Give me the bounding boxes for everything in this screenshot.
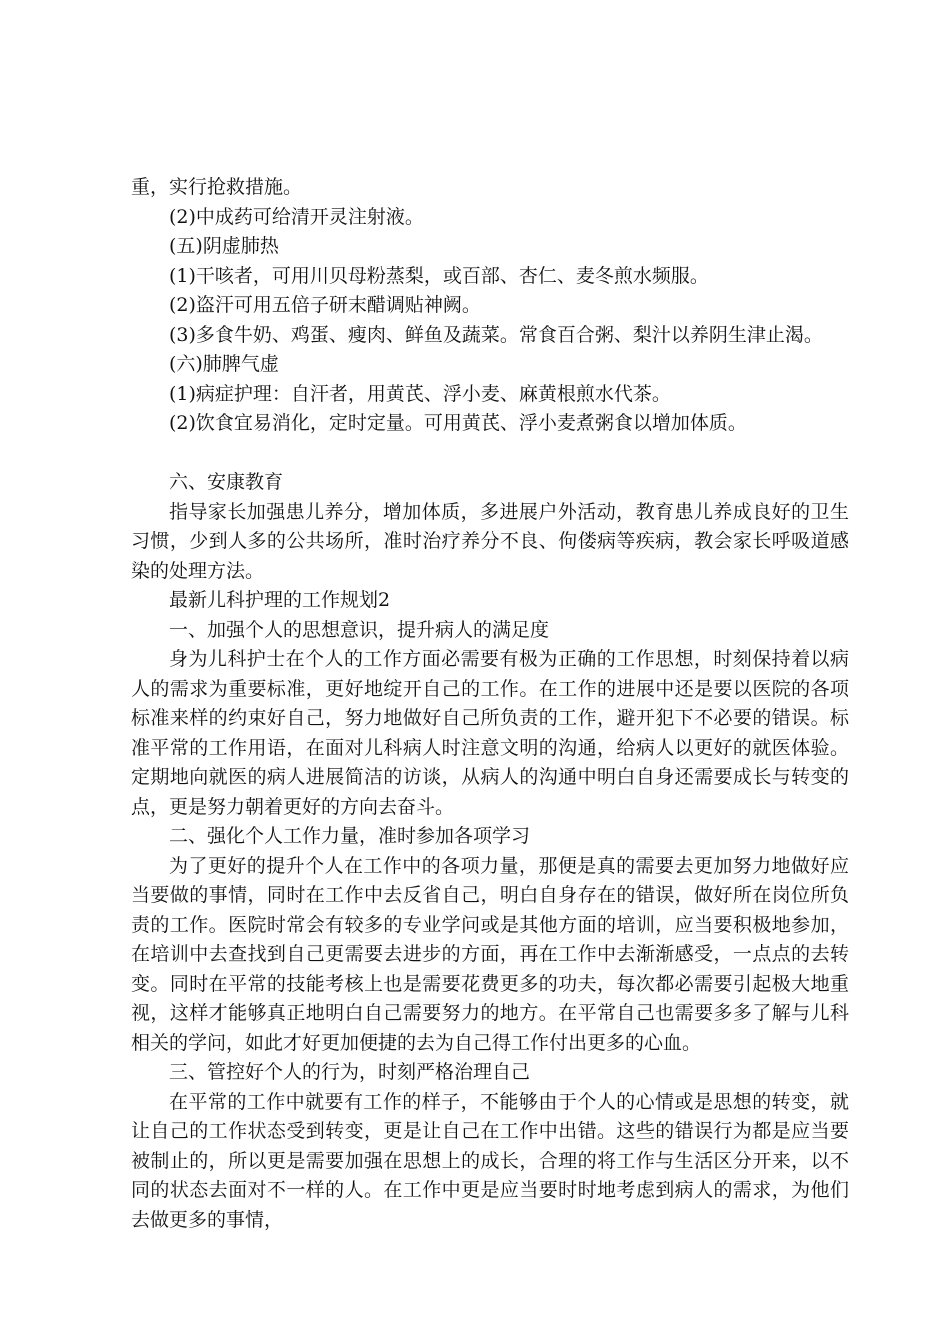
paragraph: (3)多食牛奶、鸡蛋、瘦肉、鲜鱼及蔬菜。常食百合粥、梨汁以养阴生津止渴。 [169,323,823,346]
paragraph: 指导家长加强患儿养分，增加体质，多进展户外活动，教育患儿养成良好的卫生习惯，少到人多的公共场所，准时治疗养分不良、佝偻病等疾病，教会家长呼吸道感染的处理方法。 [131,500,849,582]
section-heading: 二、强化个人工作力量，准时参加各项学习 [169,825,531,847]
paragraph: 重，实行抢救措施。 [131,176,303,198]
paragraph: (2)饮食宜易消化，定时定量。可用黄芪、浮小麦煮粥食以增加体质。 [169,412,747,434]
section-heading: 一、加强个人的思想意识，提升病人的满足度 [169,618,550,641]
section-heading: (五)阴虚肺热 [169,235,279,257]
section-heading: 三、管控好个人的行为，时刻严格治理自己 [169,1061,531,1083]
paragraph: 在平常的工作中就要有工作的样子，不能够由于个人的心情或是思想的转变，就让自己的工作状态受到转变，更是让自己在工作中出错。这些的错误行为都是应当要被制止的，所以更是需要加强在思想上的成长，合理的将工作与生活区分开来，以不同的状态去面对不一样的人。在工作中更是应当要时时地考虑到病人的需求，为他们去做更多的事情， [131,1090,849,1231]
section-heading: (六)肺脾气虚 [169,353,279,375]
paragraph: 为了更好的提升个人在工作中的各项力量，那便是真的需要去更加努力地做好应当要做的事情，同时在工作中去反省自己，明白自身存在的错误，做好所在岗位所负责的工作。医院时常会有较多的专业学问或是其他方面的培训，应当要积极地参加，在培训中去查找到自己更需要去进步的方面，再在工作中去渐渐感受，一点点的去转变。同时在平常的技能考核上也是需要花费更多的功夫，每次都必需要引起极大地重视，这样才能够真正地明白自己需要努力的地方。在平常自己也需要多多了解与儿科相关的学问，如此才好更加便捷的去为自己得工作付出更多的心血。 [131,854,849,1054]
paragraph: (2)盗汗可用五倍子研末醋调贴神阙。 [169,294,481,316]
section-heading: 六、安康教育 [169,471,284,493]
paragraph: (1)干咳者，可用川贝母粉蒸梨，或百部、杏仁、麦冬煎水频服。 [169,264,709,287]
paragraph: (2)中成药可给清开灵注射液。 [169,205,424,228]
blank-line [131,439,849,469]
paragraph: (1)病症护理：自汗者，用黄芪、浮小麦、麻黄根煎水代茶。 [169,382,671,405]
document-body [131,173,849,1235]
paragraph: 身为儿科护士在个人的工作方面必需要有极为正确的工作思想，时刻保持着以病人的需求为重要标准，更好地绽开自己的工作。在工作的进展中还是要以医院的各项标准来样的约束好自己，努力地做好自己所负责的工作，避开犯下不必要的错误。标准平常的工作用语，在面对儿科病人时注意文明的沟通，给病人以更好的就医体验。定期地向就医的病人进展简洁的访谈，从病人的沟通中明白自身还需要成长与转变的点，更是努力朝着更好的方向去奋斗。 [131,648,849,818]
document-title: 最新儿科护理的工作规划2 [169,589,391,611]
